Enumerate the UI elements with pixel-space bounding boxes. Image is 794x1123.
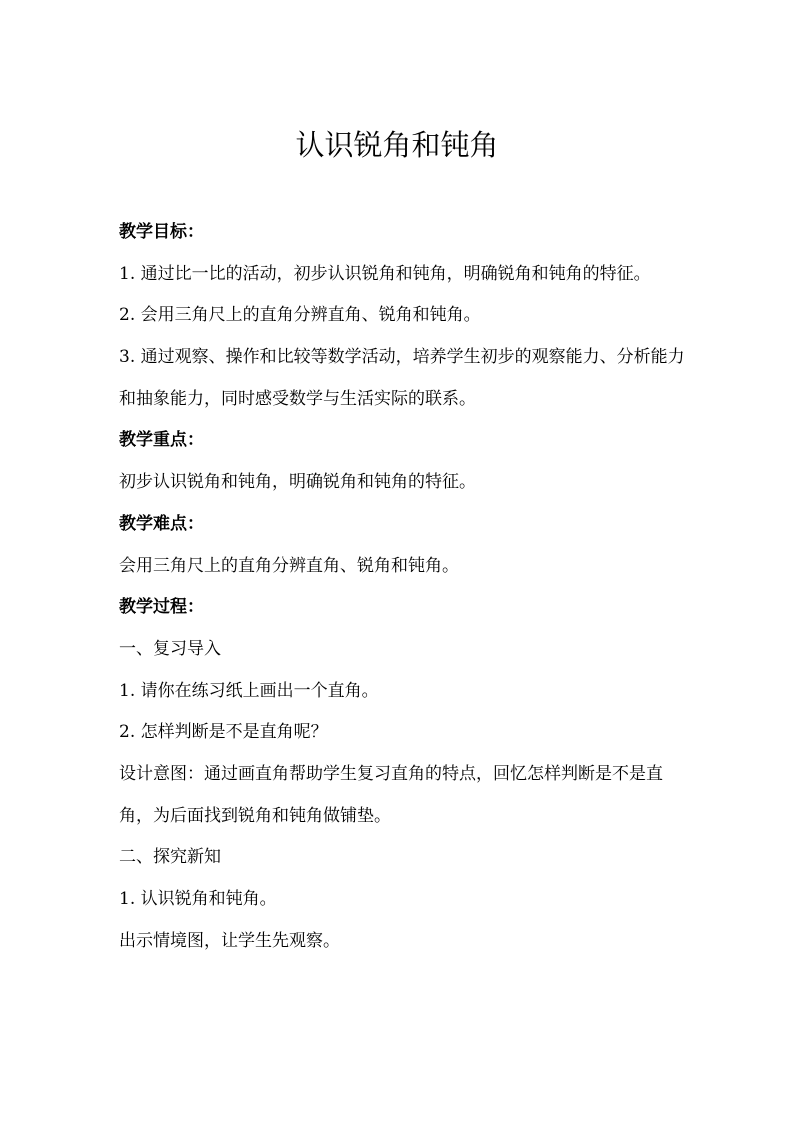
process-heading: 教学过程： — [119, 597, 204, 618]
document-title: 认识锐角和钝角 — [295, 128, 499, 162]
part-1-heading: 一、复习导入 — [119, 638, 221, 659]
key-points-heading: 教学重点： — [119, 430, 204, 451]
step-1-2: 2. 怎样判断是不是直角呢？ — [119, 722, 328, 743]
part-2-heading: 二、探究新知 — [119, 847, 221, 868]
document-body — [119, 212, 691, 962]
goal-1: 1. 通过比一比的活动，初步认识锐角和钝角，明确锐角和钝角的特征。 — [119, 263, 651, 284]
step-1-1: 1. 请你在练习纸上画出一个直角。 — [119, 680, 379, 701]
key-points-text: 初步认识锐角和钝角，明确锐角和钝角的特征。 — [119, 472, 476, 493]
goal-3: 3. 通过观察、操作和比较等数学活动，培养学生初步的观察能力、分析能力和抽象能力，同时感受数学与生活实际的联系。 — [119, 347, 685, 409]
difficulty-text: 会用三角尺上的直角分辨直角、锐角和钝角。 — [119, 555, 459, 576]
step-2-1-text: 出示情境图，让学生先观察。 — [119, 930, 340, 951]
goal-2: 2. 会用三角尺上的直角分辨直角、锐角和钝角。 — [119, 305, 481, 326]
design-intent: 设计意图：通过画直角帮助学生复习直角的特点，回忆怎样判断是不是直角，为后面找到锐角和钝角做铺垫。 — [119, 763, 663, 826]
step-2-1: 1. 认识锐角和钝角。 — [119, 889, 277, 910]
goals-heading: 教学目标： — [119, 222, 204, 242]
difficulty-heading: 教学难点： — [119, 513, 204, 534]
